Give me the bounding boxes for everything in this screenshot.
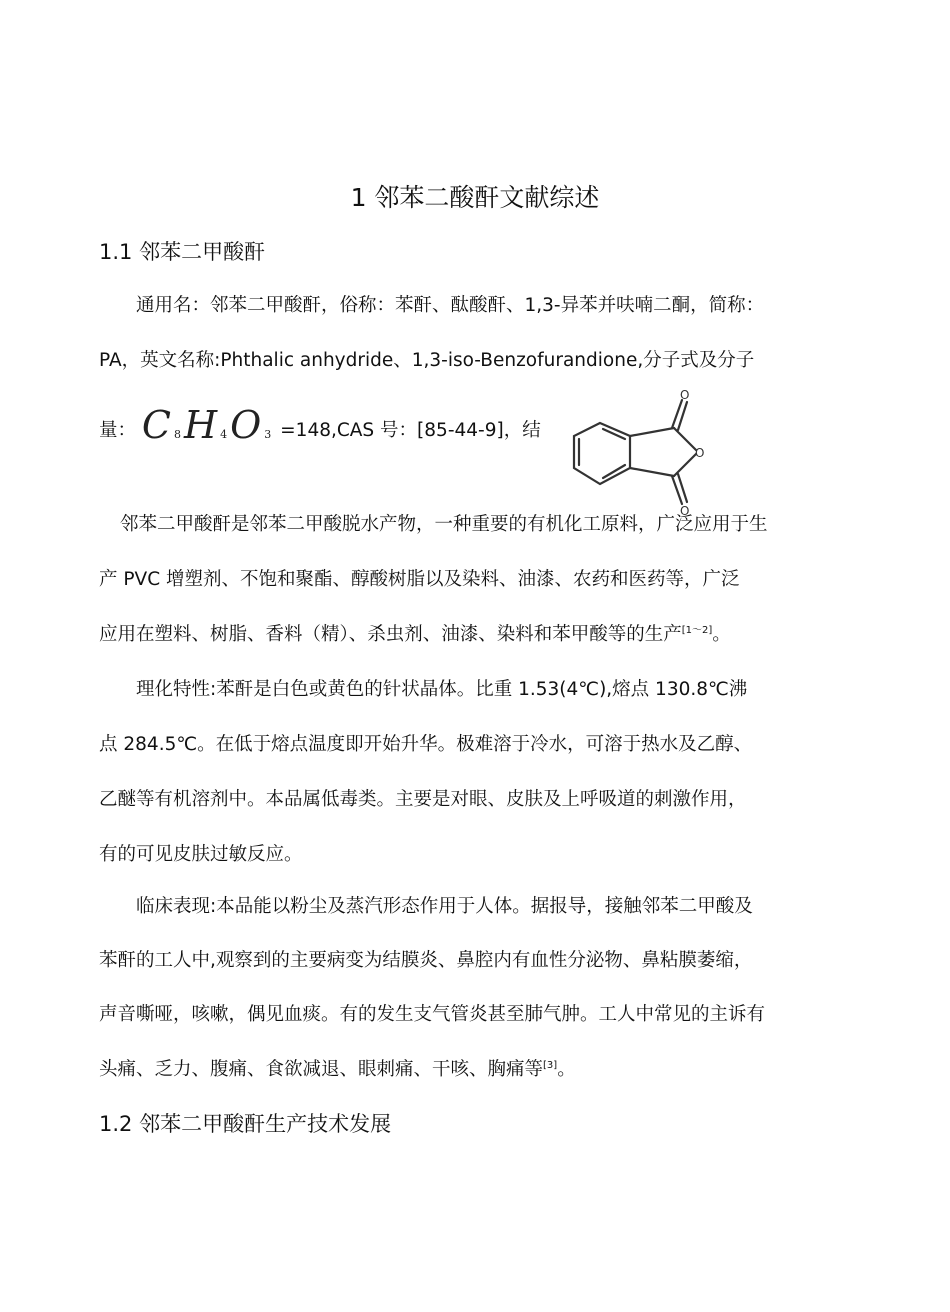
citation-3: [3] — [543, 1059, 558, 1071]
usage-line-3-end: 。 — [712, 624, 731, 645]
formula-h-count: 4 — [220, 428, 228, 441]
phthalic-anhydride-structure-image — [562, 388, 712, 516]
formula-c-count: 8 — [173, 428, 181, 441]
names-line-3-prefix: 量： — [99, 420, 137, 441]
formula-o-count: 3 — [264, 428, 272, 441]
usage-line-3 — [99, 620, 731, 650]
atom-o-ring: O — [695, 446, 705, 460]
clinical-line-4-end: 。 — [557, 1059, 576, 1080]
usage-line-1: 邻苯二甲酸酐是邻苯二甲酸脱水产物，一种重要的有机化工原料，广泛应用于生 — [120, 514, 768, 535]
atom-o-bottom: O — [680, 504, 690, 516]
usage-line-3-text: 应用在塑料、树脂、香料（精）、杀虫剂、油漆、染料和苯甲酸等的生产 — [99, 624, 682, 645]
atom-o-top: O — [680, 388, 690, 402]
clinical-line-4 — [99, 1055, 576, 1085]
properties-line-4: 有的可见皮肤过敏反应。 — [99, 844, 303, 865]
citation-1-2: [1～2] — [681, 624, 713, 636]
properties-line-2: 点 284.5℃。在低于熔点温度即开始升华。极难溶于冷水，可溶于热水及乙醇、 — [99, 734, 753, 755]
names-line-1: 通用名：邻苯二甲酸酐，俗称：苯酐、酞酸酐、1,3-异苯并呋喃二酮，简称： — [136, 295, 765, 316]
properties-line-3: 乙醚等有机溶剂中。本品属低毒类。主要是对眼、皮肤及上呼吸道的刺激作用， — [99, 789, 747, 810]
usage-line-2: 产 PVC 增塑剂、不饱和聚酯、醇酸树脂以及染料、油漆、农药和医药等，广泛 — [99, 569, 740, 590]
properties-line-1: 理化特性:苯酐是白色或黄色的针状晶体。比重 1.53(4℃),熔点 130.8℃沸 — [136, 679, 748, 700]
chapter-title: 1 邻苯二酸酐文献综述 — [350, 183, 600, 212]
clinical-line-3: 声音嘶哑，咳嗽，偶见血痰。有的发生支气管炎甚至肺气肿。工人中常见的主诉有 — [99, 1004, 766, 1025]
clinical-line-2: 苯酐的工人中,观察到的主要病变为结膜炎、鼻腔内有血性分泌物、鼻粘膜萎缩， — [99, 950, 753, 971]
section-title-1-2: 1.2 邻苯二甲酸酐生产技术发展 — [99, 1112, 392, 1136]
molecular-formula — [142, 403, 274, 447]
names-line-3 — [99, 403, 541, 448]
section-title-1-1: 1.1 邻苯二甲酸酐 — [99, 240, 266, 264]
formula-h: H — [183, 403, 218, 447]
formula-o: O — [230, 403, 262, 447]
names-line-2: PA，英文名称:Phthalic anhydride、1,3-iso-Benzofurandione,分子式及分子 — [99, 350, 755, 371]
clinical-line-4-text: 头痛、乏力、腹痛、食欲减退、眼刺痛、干咳、胸痛等 — [99, 1059, 544, 1080]
names-line-3-suffix: =148,CAS 号：[85-44-9]，结 — [280, 420, 541, 441]
clinical-line-1: 临床表现:本品能以粉尘及蒸汽形态作用于人体。据报导，接触邻苯二甲酸及 — [136, 896, 753, 917]
formula-c: C — [141, 403, 171, 447]
